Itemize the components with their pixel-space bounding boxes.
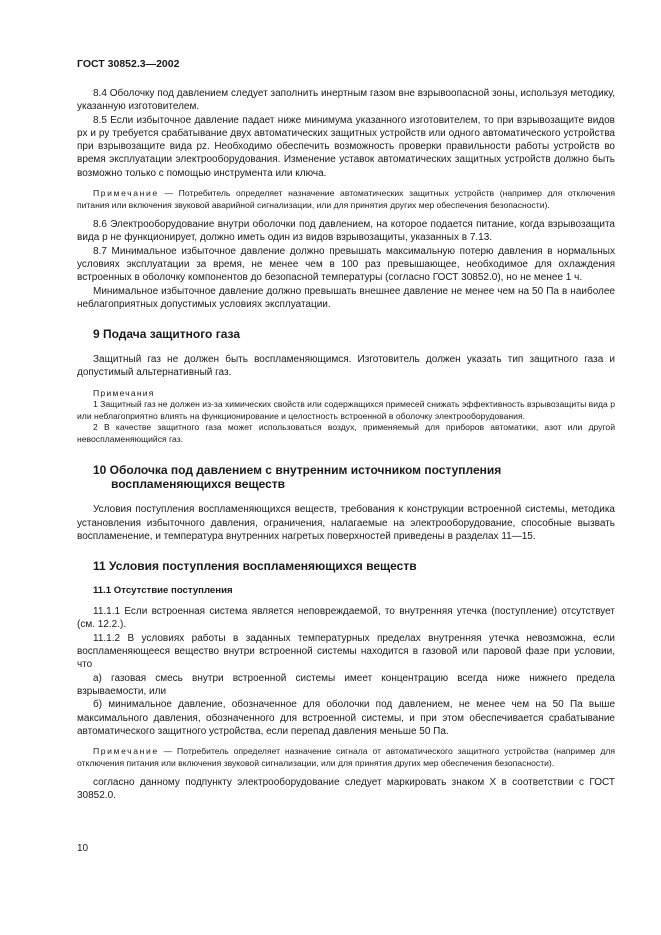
- note-text: — Потребитель определяет назначение сигнала от автоматического защитного устройства (например для отключения питания или включения звуковой сигнализации, или для принятия других мер обеспечения безопасности).: [77, 746, 615, 768]
- section-9-text: Защитный газ не должен быть воспламеняющимся. Изготовитель должен указать тип защитного газа и допустимый альтернативный газ.: [77, 354, 615, 379]
- list-item-a: а) газовая смесь внутри встроенной системы имеет концентрацию всегда ниже нижнего предела взрываемости, или: [77, 672, 615, 697]
- section-11-title: 11 Условия поступления воспламеняющихся веществ: [93, 559, 417, 574]
- section-10-text: Условия поступления воспламеняющихся веществ, требования к конструкции встроенной системы, методика установления избыточного давления, ограничения, налагаемые на электрооборудование, способные вызвать воспламенение, и температура внутренних нагретых поверхностей приведены в разделах 11—15.: [77, 504, 615, 542]
- paragraph-8-4: 8.4 Оболочку под давлением следует заполнить инертным газом вне взрывоопасной зоны, используя методику, указанную изготовителем.: [77, 88, 615, 113]
- section-10-title: 10 Оболочка под давлением с внутренним источником поступления воспламеняющихся веществ: [93, 463, 502, 492]
- paragraph-8-7-continued: Минимальное избыточное давление должно превышать внешнее давление не менее чем на 50 Па в наиболее неблагоприятных допустимых условиях эксплуатации.: [77, 285, 615, 310]
- note-text: — Потребитель определяет назначение автоматических защитных устройств (например для отключения питания или включения звуковой аварийной сигнализации, или для принятия других мер обеспечения безопасности).: [77, 188, 615, 210]
- list-item-b: б) минимальное давление, обозначенное для оболочки под давлением, не менее чем на 50 Па выше максимального давления, обозначенного для встроенной системы, и при этом обеспечивается срабатывание автоматического защитного устройства, если перепад давления меньше 50 Па.: [77, 699, 615, 737]
- document-page: [77, 58, 615, 803]
- section-9-title: 9 Подача защитного газа: [93, 327, 241, 342]
- page-number: 10: [77, 843, 89, 854]
- paragraph-8-6: 8.6 Электрооборудование внутри оболочки под давлением, на которое подается питание, когда взрывозащита вида p не функционирует, должно иметь один из видов взрывозащиты, указанных в 7.13.: [77, 219, 615, 244]
- section-9-note-2: 2 В качестве защитного газа может использоваться воздух, применяемый для приборов автоматики, азот или другой невоспламеняющийся газ.: [77, 422, 615, 444]
- paragraph-8-5: 8.5 Если избыточное давление падает ниже минимума указанного изготовителем, то при взрывозащите видов px и py требуется срабатывание двух автоматических защитных устройств или одного автоматического устройства при взрывозащите вида pz. Необходимо обеспечить возможность проверки правильности работы устройств во время эксплуатации электрооборудования. Изменение уставок автоматических защитных устройств должно быть возможно только с помощью инструмента или ключа.: [77, 114, 615, 179]
- note-label: Примечание: [93, 188, 159, 199]
- paragraph-8-7: 8.7 Минимальное избыточное давление должно превышать максимальную потерю давления в нормальных условиях эксплуатации за время, не менее чем в 100 раз превышающее, необходимое для охлаждения встроенных в оболочку компонентов до безопасной температуры (согласно ГОСТ 30852.0), но не менее 1 ч.: [77, 245, 615, 284]
- document-header: ГОСТ 30852.3—2002: [77, 58, 180, 70]
- paragraph-11-1-2: 11.1.2 В условиях работы в заданных температурных пределах внутренняя утечка невозможна, если воспламеняющееся вещество внутри встроенной системы находится в газовой или паровой фазе при условии, что: [77, 632, 615, 671]
- section-9-note-1: 1 Защитный газ не должен из-за химических свойств или содержащихся примесей снижать эффективность взрывозащиты вида p или неблагоприятно влиять на функционирование и целостность встроенной в оболочку электрооборудования.: [77, 399, 615, 421]
- note-8-5: [77, 188, 615, 211]
- section-9-notes-title: Примечания: [93, 387, 155, 398]
- closing-paragraph: согласно данному подпункту электрооборудование следует маркировать знаком X в соответствии с ГОСТ 30852.0.: [77, 777, 615, 802]
- paragraph-11-1-1: 11.1.1 Если встроенная система является неповреждаемой, то внутренняя утечка (поступление) отсутствует (см. 12.2.).: [77, 606, 615, 631]
- note-label: Примечание: [93, 746, 159, 757]
- subsection-11-1-title: 11.1 Отсутствие поступления: [93, 585, 233, 597]
- note-11-1-2: [77, 746, 615, 769]
